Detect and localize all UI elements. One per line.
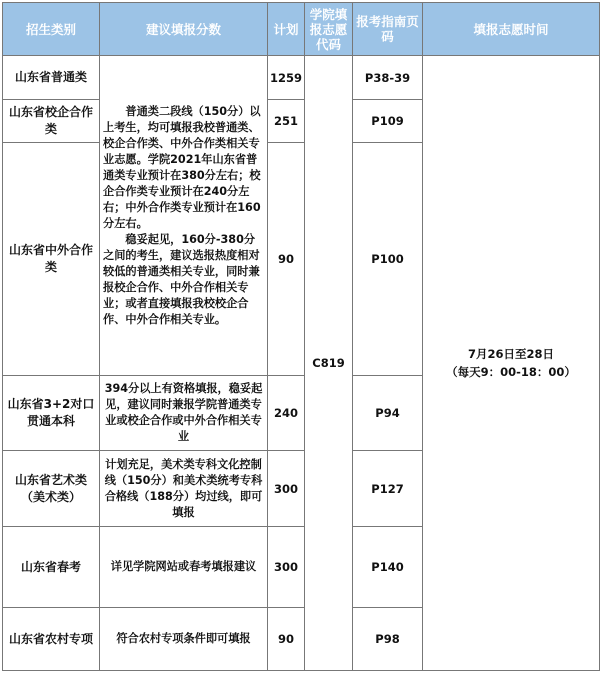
- header-score: 建议填报分数: [100, 3, 268, 56]
- page-cell: P127: [353, 451, 423, 527]
- header-category: 招生类别: [3, 3, 100, 56]
- college-code-cell: C819: [305, 56, 353, 671]
- score-cell: 详见学院网站或春考填报建议: [100, 527, 268, 608]
- score-cell: 394分以上有资格填报，稳妥起见，建议同时兼报学院普通类专业或校企合作或中外合作相关专业: [100, 376, 268, 451]
- category-cell: 山东省校企合作类: [3, 100, 100, 143]
- time-dates: 7月26日至28日: [467, 347, 554, 361]
- score-cell-merged: [100, 56, 268, 376]
- plan-cell: 251: [268, 100, 305, 143]
- category-cell: 山东省普通类: [3, 56, 100, 100]
- time-cell: [423, 56, 600, 671]
- category-cell: 山东省3+2对口贯通本科: [3, 376, 100, 451]
- plan-cell: 240: [268, 376, 305, 451]
- score-cell: 计划充足，美术类专科文化控制线（150分）和美术类统考专科合格线（188分）均过线，即可填报: [100, 451, 268, 527]
- page-cell: P140: [353, 527, 423, 608]
- plan-cell: 90: [268, 143, 305, 376]
- plan-cell: 300: [268, 527, 305, 608]
- plan-cell: 300: [268, 451, 305, 527]
- score-para-2: 稳妥起见，160分-380分之间的考生，建议选报热度相对较低的普通类相关专业，同时兼报校企合作、中外合作相关专业；或者直接填报我校校企合作、中外合作相关专业。: [103, 232, 260, 326]
- time-hours: （每天9：00-18：00）: [446, 365, 576, 379]
- plan-cell: 1259: [268, 56, 305, 100]
- table-row: [3, 56, 600, 100]
- score-para-1: 普通类二段线（150分）以上考生，均可填报我校普通类、校企合作类、中外合作类相关专业志愿。学院2021年山东省普通类专业预计在380分左右；校企合作类专业预计在240分左右；中外合作类专业预计在160分左右。: [103, 104, 261, 230]
- page-cell: P100: [353, 143, 423, 376]
- plan-cell: 90: [268, 608, 305, 671]
- header-page: 报考指南页码: [353, 3, 423, 56]
- page-cell: P109: [353, 100, 423, 143]
- category-cell: 山东省春考: [3, 527, 100, 608]
- page-cell: P98: [353, 608, 423, 671]
- category-cell: 山东省农村专项: [3, 608, 100, 671]
- category-cell: 山东省艺术类（美术类）: [3, 451, 100, 527]
- page-cell: P38-39: [353, 56, 423, 100]
- page-cell: P94: [353, 376, 423, 451]
- score-cell: 符合农村专项条件即可填报: [100, 608, 268, 671]
- header-row: [3, 3, 600, 56]
- header-code: 学院填报志愿代码: [305, 3, 353, 56]
- header-time: 填报志愿时间: [423, 3, 600, 56]
- category-cell: 山东省中外合作类: [3, 143, 100, 376]
- admission-table: [2, 2, 600, 671]
- header-plan: 计划: [268, 3, 305, 56]
